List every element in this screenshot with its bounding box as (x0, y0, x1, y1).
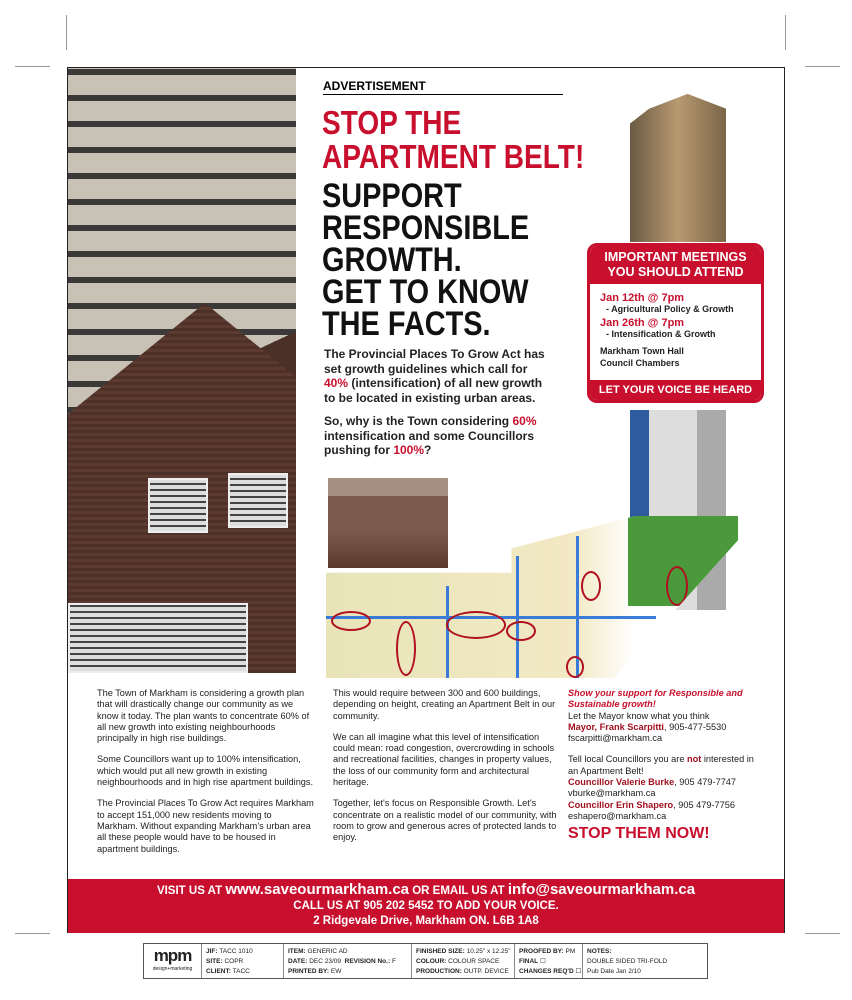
label: PRODUCTION: (416, 968, 462, 975)
label: PRINTED BY: (288, 968, 330, 975)
highlight-circle (446, 611, 506, 639)
paragraph: Together, let's focus on Responsible Growth. Let's concentrate on a realistic model of our community, with room to grow and generous acres of protected lands to enjoy. (333, 798, 557, 843)
paragraph: The Provincial Places To Grow Act requires Markham to accept 151,000 new residents moving to Markham. Without expanding Markham's urban area all these people would have to be housed in apartment buildings. (97, 798, 314, 854)
label: REVISION No.: (344, 958, 391, 965)
paragraph: The Town of Markham is considering a growth plan that will drastically change our community as we know it today. The plan wants to concentrate 60% of all new growth into existing neighbourhoods principally in high rise buildings. (97, 688, 310, 744)
support-text: Show your support for Responsible and Sustainable growth! (568, 688, 743, 710)
paragraph: This would require between 300 and 600 buildings, depending on height, creating an Apartment Belt in our community. (333, 688, 556, 721)
crop-mark (785, 15, 786, 50)
councillor-name: Councillor Valerie Burke (568, 777, 675, 788)
meeting-date: Jan 26th @ 7pm (600, 317, 685, 329)
stop-them-now: STOP THEM NOW! (568, 825, 710, 843)
label: COLOUR: (416, 958, 447, 965)
window-image (148, 478, 208, 533)
label: JIF: (206, 948, 218, 955)
text: So, why is the Town considering (324, 414, 513, 428)
highlight-circle (396, 621, 416, 676)
email: vburke@markham.ca (568, 788, 656, 799)
final-checkbox[interactable]: ☐ (539, 958, 546, 965)
slug-job (202, 944, 284, 978)
highlight: 60% (512, 414, 537, 428)
highlight-circle (506, 621, 536, 641)
changes-checkbox[interactable]: ☐ (575, 968, 582, 975)
headline-black (322, 177, 530, 343)
mayor-name: Mayor, Frank Scarpitti (568, 721, 664, 732)
phone: , 905-477-5530 (664, 721, 727, 732)
highlight-circle (331, 611, 371, 631)
value: DEC 23/09 (309, 958, 341, 965)
logo-subtext: design+marketing (152, 966, 193, 972)
address: 2 Ridgevale Drive, Markham ON. L6B 1A8 (313, 915, 539, 927)
call-text: CALL US AT 905 202 5452 TO ADD YOUR VOICE. (293, 900, 559, 912)
email: eshapero@markham.ca (568, 810, 667, 821)
value: 10.25" x 12.25" (466, 948, 511, 955)
label: CLIENT: (206, 968, 231, 975)
body-column-1 (97, 688, 315, 865)
website-link[interactable]: www.saveourmarkham.ca (225, 881, 410, 898)
contact-column (568, 688, 758, 843)
text: Tell local Councillors you are (568, 754, 687, 765)
value: OUTP. DEVICE (463, 968, 509, 975)
label: DATE: (288, 958, 308, 965)
mpm-logo (144, 944, 202, 978)
paragraph: Some Councillors want up to 100% intensification, which would put all new growth in existing neighbourhoods and in high rise apartment buildings. (97, 754, 314, 788)
advertisement-label: ADVERTISEMENT (323, 79, 563, 95)
headline-line: RESPONSIBLE (322, 209, 530, 247)
meetings-box (587, 243, 764, 403)
highlight: 100% (393, 443, 425, 457)
label: ITEM: (288, 948, 306, 955)
value: EW (330, 968, 342, 975)
aerial-photo (328, 478, 448, 568)
headline-line: THE FACTS. (322, 305, 491, 343)
councillor-name: Councillor Erin Shapero (568, 799, 674, 810)
email: fscarpitti@markham.ca (568, 733, 663, 744)
value: TACC 1010 (219, 948, 253, 955)
value: F (391, 958, 396, 965)
meeting-topic: - Intensification & Growth (606, 329, 716, 339)
label: FINAL (519, 958, 539, 965)
crop-mark (805, 933, 840, 934)
phone: , 905 479-7756 (673, 799, 735, 810)
headline-line: SUPPORT (322, 177, 462, 215)
title-line: YOU SHOULD ATTEND (607, 265, 744, 279)
title-line: IMPORTANT MEETINGS (604, 250, 747, 264)
highlight-circle (636, 646, 661, 676)
highlight-circle (581, 571, 601, 601)
slug-item (284, 944, 412, 978)
value: GENERIC AD (307, 948, 348, 955)
label: PROOFED BY: (519, 948, 564, 955)
crop-mark (805, 66, 840, 67)
slug-proof (515, 944, 583, 978)
highlight: not (686, 754, 702, 765)
text: OR EMAIL US AT (409, 885, 508, 897)
meeting-date: Jan 12th @ 7pm (600, 292, 685, 304)
email-link[interactable]: info@saveourmarkham.ca (507, 881, 696, 898)
value: DOUBLE SIDED TRI-FOLD (587, 958, 668, 965)
highlight-circle (566, 656, 584, 678)
text: The Provincial Places To Grow Act has set growth guidelines which call for (324, 347, 545, 376)
tower-photo (630, 94, 726, 242)
text: interested in an Apartment Belt! (568, 754, 754, 776)
label: NOTES: (587, 948, 612, 955)
advertisement (67, 67, 785, 933)
headline-line: STOP THE (322, 104, 462, 141)
headline-line: GROWTH. (322, 241, 462, 279)
text: Let the Mayor know what you think (568, 710, 710, 721)
value: COPR (224, 958, 244, 965)
meeting-location: Markham Town Hall (600, 346, 684, 356)
logo-text: mpm (153, 946, 192, 965)
contact-bar (68, 879, 784, 933)
meeting-location: Council Chambers (600, 358, 680, 368)
slug-size (412, 944, 515, 978)
value: PM (565, 948, 576, 955)
text: (intensification) of all new growth to be located in existing urban areas. (324, 376, 543, 405)
meetings-footer: LET YOUR VOICE BE HEARD (590, 380, 761, 400)
value: COLOUR SPACE (448, 958, 500, 965)
slug-notes (583, 944, 671, 978)
headline-red (322, 106, 584, 174)
value: Pub Date Jan 2/10 (587, 968, 641, 975)
meetings-title (590, 246, 761, 284)
label: FINISHED SIZE: (416, 948, 465, 955)
label: CHANGES REQ'D (519, 968, 574, 975)
text: intensification and some Councillors pushing for (324, 428, 535, 457)
phone: , 905 479-7747 (674, 777, 737, 788)
intro-text (324, 347, 554, 467)
window-image (68, 603, 248, 673)
window-image (228, 473, 288, 528)
headline-line: APARTMENT BELT! (322, 138, 585, 175)
text: ? (424, 443, 432, 457)
label: SITE: (206, 958, 223, 965)
highlight: 40% (324, 376, 349, 390)
body-column-2 (333, 688, 558, 854)
paragraph: We can all imagine what this level of intensification could mean: road congestion, overcrowding in schools and recreational facilities, changes in property values, the loss of our community form and architectural heritage. (333, 731, 555, 788)
apartment-house-photo (68, 68, 296, 673)
crop-mark (66, 15, 67, 50)
meeting-topic: - Agricultural Policy & Growth (606, 304, 734, 314)
value: TACC (232, 968, 250, 975)
print-slug (143, 943, 708, 979)
crop-mark (15, 933, 50, 934)
crop-mark (15, 66, 50, 67)
headline-line: GET TO KNOW (322, 273, 529, 311)
text: VISIT US AT (156, 885, 226, 897)
